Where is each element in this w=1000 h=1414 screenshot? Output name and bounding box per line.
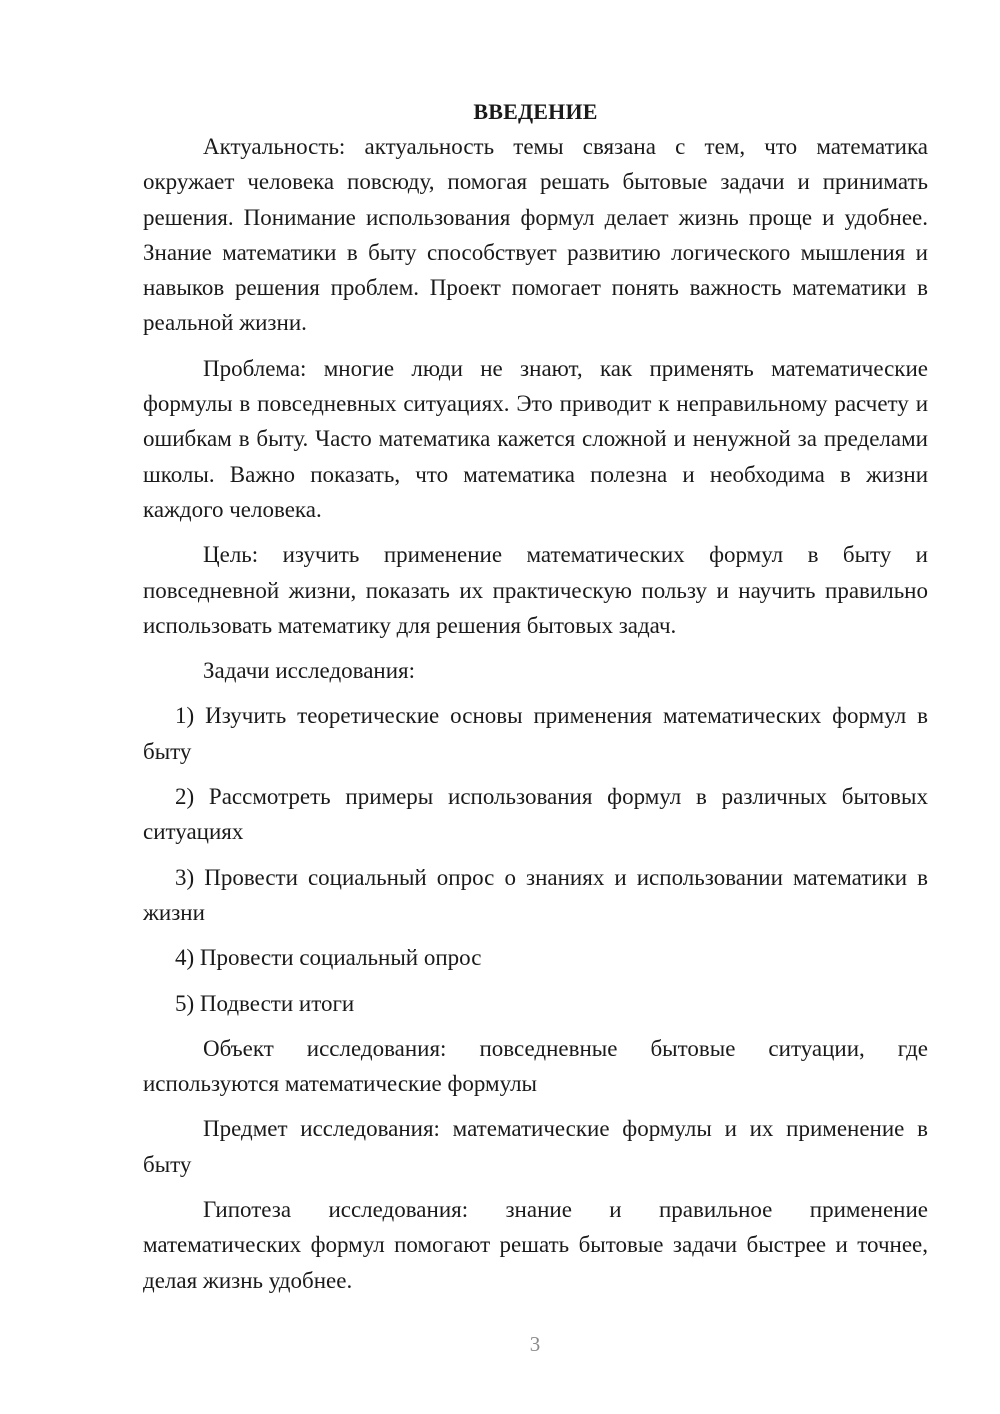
- hypothesis-paragraph: Гипотеза исследования: знание и правильное применение математических формул помогают решать бытовые задачи быстрее и точнее, делая жизнь удобнее.: [143, 1197, 928, 1293]
- problem-paragraph: Проблема: многие люди не знают, как применять математические формулы в повседневных ситуациях. Это приводит к неправильному расчету и ошибкам в быту. Часто математика кажется сложной и ненужной за пределами школы. Важно показать, что математика полезна и необходима в жизни каждого человека.: [143, 355, 928, 522]
- task-item-3: 3) Провести социальный опрос о знаниях и использовании математики в жизни: [143, 864, 928, 925]
- page-number: 3: [529, 1332, 541, 1356]
- task-item-1: 1) Изучить теоретические основы применения математических формул в быту: [143, 703, 928, 764]
- page-content: [143, 94, 928, 1298]
- task-item-2: 2) Рассмотреть примеры использования формул в различных бытовых ситуациях: [143, 784, 928, 845]
- task-item-5: 5) Подвести итоги: [175, 990, 355, 1016]
- subject-paragraph: Предмет исследования: математические формулы и их применение в быту: [143, 1116, 928, 1177]
- goal-paragraph: Цель: изучить применение математических формул в быту и повседневной жизни, показать их практическую пользу и научить правильно использовать математику для решения бытовых задач.: [143, 542, 928, 638]
- relevance-paragraph: Актуальность: актуальность темы связана с тем, что математика окружает человека повсюду, помогая решать бытовые задачи и принимать решения. Понимание использования формул делает жизнь проще и удобнее. Знание математики в быту способствует развитию логического мышления и навыков решения проблем. Проект помогает понять важность математики в реальной жизни.: [143, 134, 928, 336]
- object-paragraph: Объект исследования: повседневные бытовые ситуации, где используются математические формулы: [143, 1035, 928, 1097]
- task-item-4: 4) Провести социальный опрос: [175, 945, 482, 971]
- section-title: ВВЕДЕНИЕ: [473, 99, 598, 124]
- tasks-heading: Задачи исследования:: [203, 658, 416, 684]
